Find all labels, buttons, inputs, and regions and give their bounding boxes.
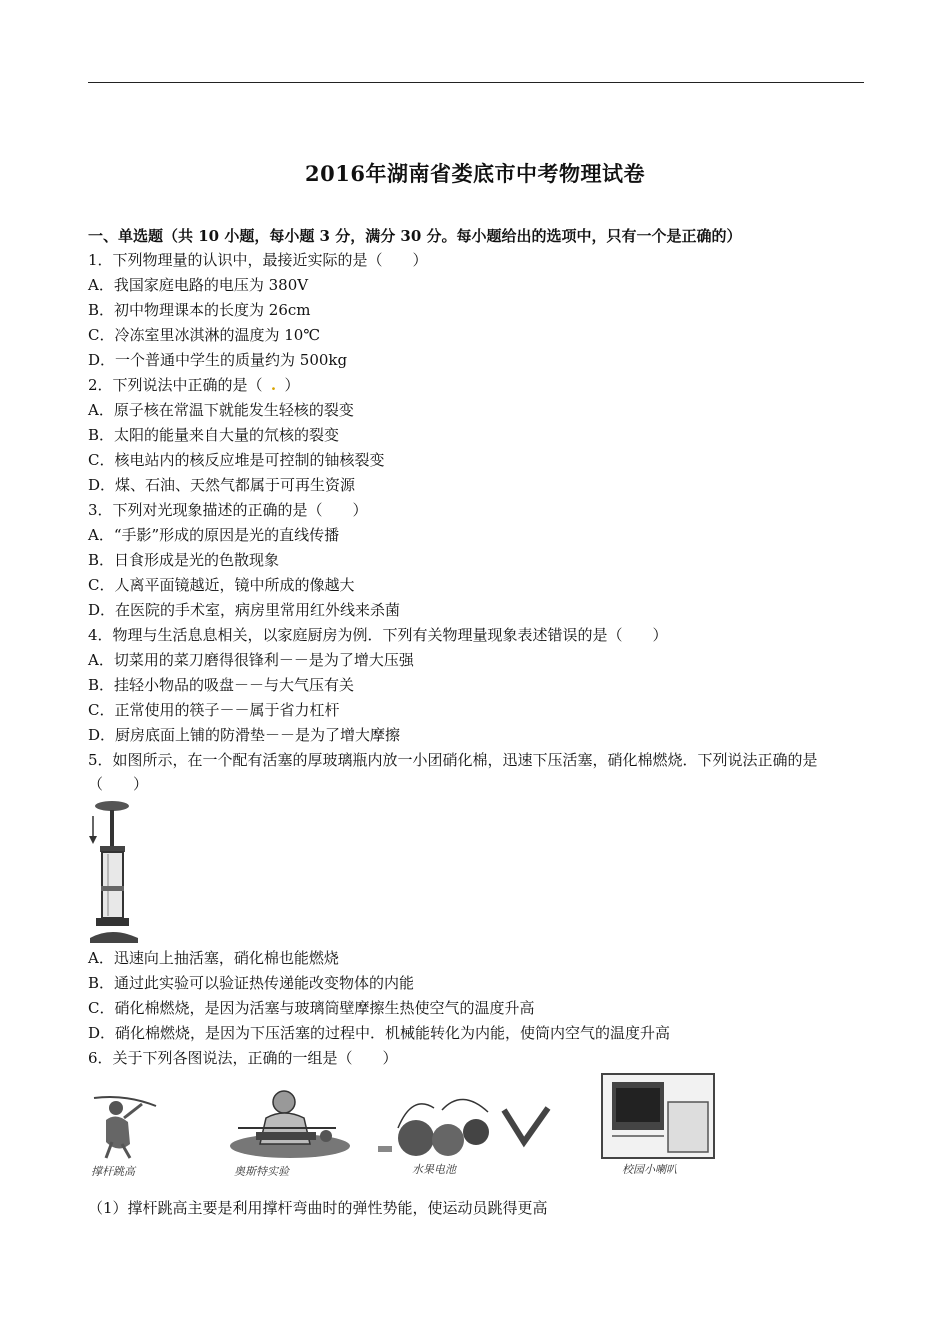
header-rule (88, 82, 864, 83)
option: D．厨房底面上铺的防滑垫－－是为了增大摩擦 (88, 726, 401, 744)
fruit-battery-figure (372, 1088, 572, 1158)
option: C．硝化棉燃烧，是因为活塞与玻璃筒壁摩擦生热使空气的温度升高 (88, 999, 535, 1017)
option: D．硝化棉燃烧，是因为下压活塞的过程中．机械能转化为内能，使筒内空气的温度升高 (88, 1024, 671, 1042)
figure-caption: 水果电池 (412, 1163, 456, 1176)
option: B．初中物理课本的长度为 26cm (88, 301, 311, 319)
figure-caption: 奥斯特实验 (234, 1165, 289, 1178)
figure-caption: 撑杆跳高 (91, 1165, 135, 1178)
question-stem (88, 375, 300, 395)
question-stem-continued: （ ） (88, 775, 149, 793)
question-stem: 4．物理与生活息息相关，以家庭厨房为例．下列有关物理量现象表述错误的是（ ） (88, 626, 668, 644)
stem-mark: . (270, 376, 277, 394)
question-stem: 6．关于下列各图说法，正确的一组是（ ） (88, 1049, 398, 1067)
option: A．原子核在常温下就能发生轻核的裂变 (88, 401, 354, 419)
option: C．人离平面镜越近，镜中所成的像越大 (88, 576, 355, 594)
option: D．在医院的手术室，病房里常用红外线来杀菌 (88, 601, 401, 619)
figure-caption: 校园小喇叭 (622, 1163, 677, 1176)
option: B．太阳的能量来自大量的氘核的裂变 (88, 426, 340, 444)
stem-text: ） (284, 376, 300, 394)
question-stem: 1．下列物理量的认识中，最接近实际的是（ ） (88, 251, 428, 269)
page-title: 2016年湖南省娄底市中考物理试卷 (305, 161, 645, 186)
option: B．通过此实验可以验证热传递能改变物体的内能 (88, 974, 415, 992)
option: D．一个普通中学生的质量约为 500kg (88, 351, 348, 369)
stem-text: 2．下列说法中正确的是（ (88, 376, 263, 394)
campus-speaker-figure (600, 1072, 716, 1160)
pole-vault-figure (86, 1092, 166, 1162)
option: A．切菜用的菜刀磨得很锋利－－是为了增大压强 (88, 651, 414, 669)
option: C．冷冻室里冰淇淋的温度为 10℃ (88, 326, 321, 344)
option: C．正常使用的筷子－－属于省力杠杆 (88, 701, 340, 719)
statement: （1）撑杆跳高主要是利用撑杆弯曲时的弹性势能，使运动员跳得更高 (88, 1199, 548, 1217)
oersted-experiment-figure (226, 1088, 354, 1160)
option: A．我国家庭电路的电压为 380V (88, 276, 309, 294)
option: B．挂轻小物品的吸盘－－与大气压有关 (88, 676, 355, 694)
option: A．“手影”形成的原因是光的直线传播 (88, 526, 340, 544)
option: A．迅速向上抽活塞，硝化棉也能燃烧 (88, 949, 339, 967)
section-heading: 一、单选题（共 10 小题，每小题 3 分，满分 30 分。每小题给出的选项中，只有一个是正确的） (88, 227, 742, 245)
piston-cylinder-figure (86, 798, 142, 946)
option: C．核电站内的核反应堆是可控制的铀核裂变 (88, 451, 385, 469)
option: B．日食形成是光的色散现象 (88, 551, 280, 569)
option: D．煤、石油、天然气都属于可再生资源 (88, 476, 356, 494)
question-stem: 5．如图所示，在一个配有活塞的厚玻璃瓶内放一小团硝化棉，迅速下压活塞，硝化棉燃烧．下列说法正确的是 (88, 751, 818, 769)
question-stem: 3．下列对光现象描述的正确的是（ ） (88, 501, 368, 519)
